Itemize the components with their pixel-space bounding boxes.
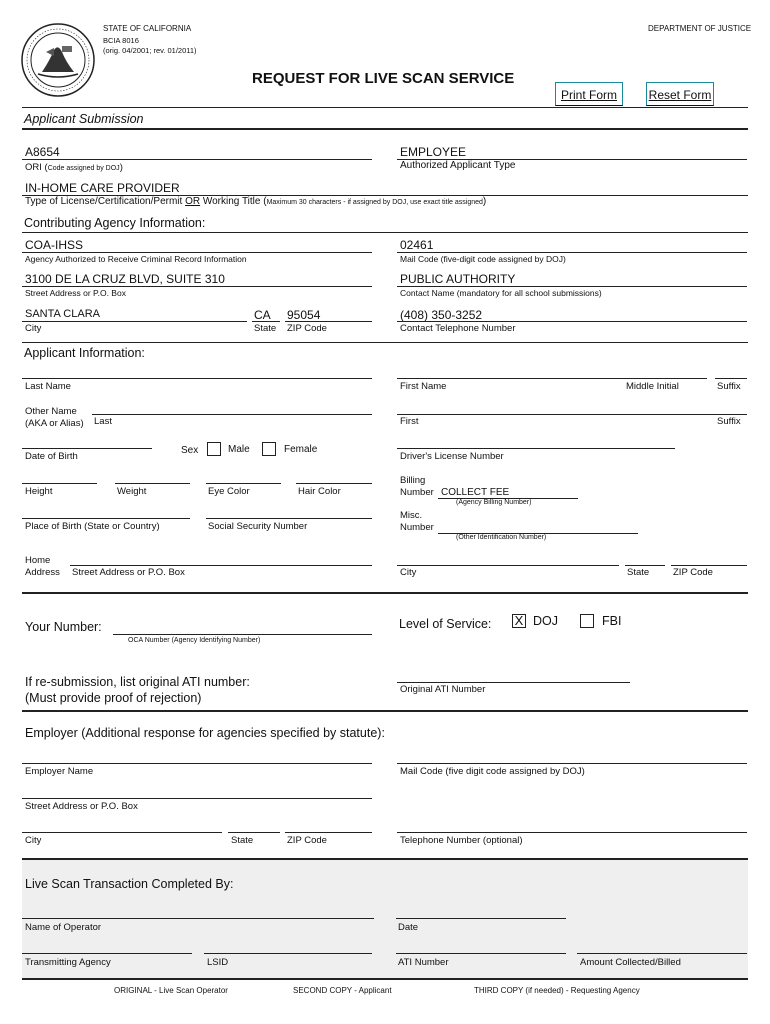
agency-zip-field[interactable]: 95054: [287, 308, 321, 322]
home-city-label: City: [400, 567, 417, 578]
billing-number-hint: (Agency Billing Number): [456, 499, 532, 506]
home-zip-label: ZIP Code: [673, 567, 713, 578]
employer-zip-label: ZIP Code: [287, 835, 327, 846]
employer-street-label: Street Address or P.O. Box: [25, 801, 138, 812]
aka-label: (AKA or Alias): [25, 418, 84, 429]
other-last-label: Last: [94, 416, 112, 427]
footer-second-copy: SECOND COPY - Applicant: [293, 986, 392, 995]
first-name-label: First Name: [400, 381, 447, 392]
mail-code-field[interactable]: 02461: [400, 238, 434, 252]
contact-phone-field[interactable]: (408) 350-3252: [400, 308, 483, 322]
height-label: Height: [25, 486, 53, 497]
form-id: BCIA 8016: [103, 36, 139, 45]
live-scan-heading: Live Scan Transaction Completed By:: [25, 877, 234, 891]
employer-city-label: City: [25, 835, 42, 846]
transmitting-agency-label: Transmitting Agency: [25, 957, 111, 968]
female-label: Female: [284, 444, 318, 455]
agency-label: Agency Authorized to Receive Criminal Record Information: [25, 254, 247, 264]
applicant-information-heading: Applicant Information:: [24, 346, 145, 360]
agency-city-field[interactable]: SANTA CLARA: [25, 308, 100, 320]
operator-name-label: Name of Operator: [25, 922, 102, 933]
applicant-type-field[interactable]: EMPLOYEE: [400, 145, 467, 159]
suffix-label: Suffix: [717, 381, 741, 392]
dob-label: Date of Birth: [25, 451, 78, 462]
eye-color-label: Eye Color: [208, 486, 250, 497]
ati-number-label: ATI Number: [398, 957, 449, 968]
female-checkbox[interactable]: [262, 442, 276, 456]
misc-number-label: Number: [400, 522, 434, 533]
agency-street-label: Street Address or P.O. Box: [25, 288, 126, 298]
your-number-label: Your Number:: [25, 620, 102, 634]
ori-label: ORI (Code assigned by DOJ): [25, 162, 123, 173]
home-state-label: State: [627, 567, 650, 578]
agency-zip-label: ZIP Code: [287, 323, 327, 334]
contact-phone-label: Contact Telephone Number: [400, 323, 516, 334]
oca-number-hint: OCA Number (Agency Identifying Number): [128, 637, 261, 644]
footer-original: ORIGINAL - Live Scan Operator: [114, 986, 228, 995]
employer-state-label: State: [231, 835, 254, 846]
misc-label: Misc.: [400, 510, 423, 521]
other-suffix-label: Suffix: [717, 416, 741, 427]
ori-field[interactable]: A8654: [25, 145, 60, 159]
form-title: REQUEST FOR LIVE SCAN SERVICE: [252, 70, 515, 87]
hair-color-label: Hair Color: [298, 486, 341, 497]
agency-city-label: City: [25, 323, 42, 334]
other-name-label: Other Name: [25, 406, 77, 417]
license-type-label: Type of License/Certification/Permit OR Working Title (Maximum 30 characters - if assigned by DOJ, use exact title assigned): [25, 196, 487, 207]
address-label: Address: [25, 567, 60, 578]
billing-number-label: Number: [400, 487, 434, 498]
license-type-field[interactable]: IN-HOME CARE PROVIDER: [25, 181, 180, 195]
resubmission-label: If re-submission, list original ATI number:: [25, 675, 250, 689]
billing-number-field[interactable]: COLLECT FEE: [441, 487, 510, 498]
sex-label: Sex: [181, 445, 199, 456]
male-checkbox[interactable]: [207, 442, 221, 456]
mail-code-label: Mail Code (five-digit code assigned by DOJ): [400, 254, 566, 264]
state-name: STATE OF CALIFORNIA: [103, 24, 192, 33]
reset-form-button[interactable]: Reset Form: [646, 82, 714, 106]
footer-third-copy: THIRD COPY (if needed) - Requesting Agency: [474, 986, 640, 995]
home-label: Home: [25, 555, 51, 566]
form-revision: (orig. 04/2001; rev. 01/2011): [103, 46, 197, 55]
fbi-checkbox[interactable]: [580, 614, 594, 628]
applicant-submission-heading: Applicant Submission: [24, 112, 144, 126]
ssn-label: Social Security Number: [208, 521, 308, 532]
resubmission-note: (Must provide proof of rejection): [25, 691, 202, 705]
contributing-agency-heading: Contributing Agency Information:: [24, 216, 206, 230]
doj-label: DOJ: [533, 614, 558, 628]
misc-number-hint: (Other Identification Number): [456, 534, 547, 541]
state-seal-logo: [20, 22, 96, 98]
employer-phone-label: Telephone Number (optional): [400, 835, 523, 846]
doj-checkbox[interactable]: X: [512, 614, 526, 628]
other-first-label: First: [400, 416, 419, 427]
middle-initial-label: Middle Initial: [626, 381, 679, 392]
original-ati-label: Original ATI Number: [400, 684, 486, 695]
weight-label: Weight: [117, 486, 147, 497]
billing-label: Billing: [400, 475, 426, 486]
employer-heading: Employer (Additional response for agencies specified by statute):: [25, 726, 385, 740]
drivers-license-label: Driver's License Number: [400, 451, 504, 462]
agency-street-field[interactable]: 3100 DE LA CRUZ BLVD, SUITE 310: [25, 272, 225, 286]
male-label: Male: [228, 444, 250, 455]
applicant-type-label: Authorized Applicant Type: [400, 160, 516, 171]
amount-collected-label: Amount Collected/Billed: [580, 957, 681, 968]
agency-state-label: State: [254, 323, 277, 334]
last-name-label: Last Name: [25, 381, 71, 392]
home-street-label: Street Address or P.O. Box: [72, 567, 185, 578]
department-name: DEPARTMENT OF JUSTICE: [648, 24, 752, 33]
contact-name-field[interactable]: PUBLIC AUTHORITY: [400, 272, 516, 286]
employer-mail-code-label: Mail Code (five digit code assigned by DOJ): [400, 766, 585, 777]
level-of-service-label: Level of Service:: [399, 617, 492, 631]
contact-name-label: Contact Name (mandatory for all school submissions): [400, 288, 602, 298]
date-label: Date: [398, 922, 419, 933]
employer-name-label: Employer Name: [25, 766, 94, 777]
lsid-label: LSID: [207, 957, 229, 968]
fbi-label: FBI: [602, 614, 622, 628]
agency-field[interactable]: COA-IHSS: [25, 238, 84, 252]
agency-state-field[interactable]: CA: [254, 308, 271, 322]
place-of-birth-label: Place of Birth (State or Country): [25, 521, 160, 532]
print-form-button[interactable]: Print Form: [555, 82, 623, 106]
